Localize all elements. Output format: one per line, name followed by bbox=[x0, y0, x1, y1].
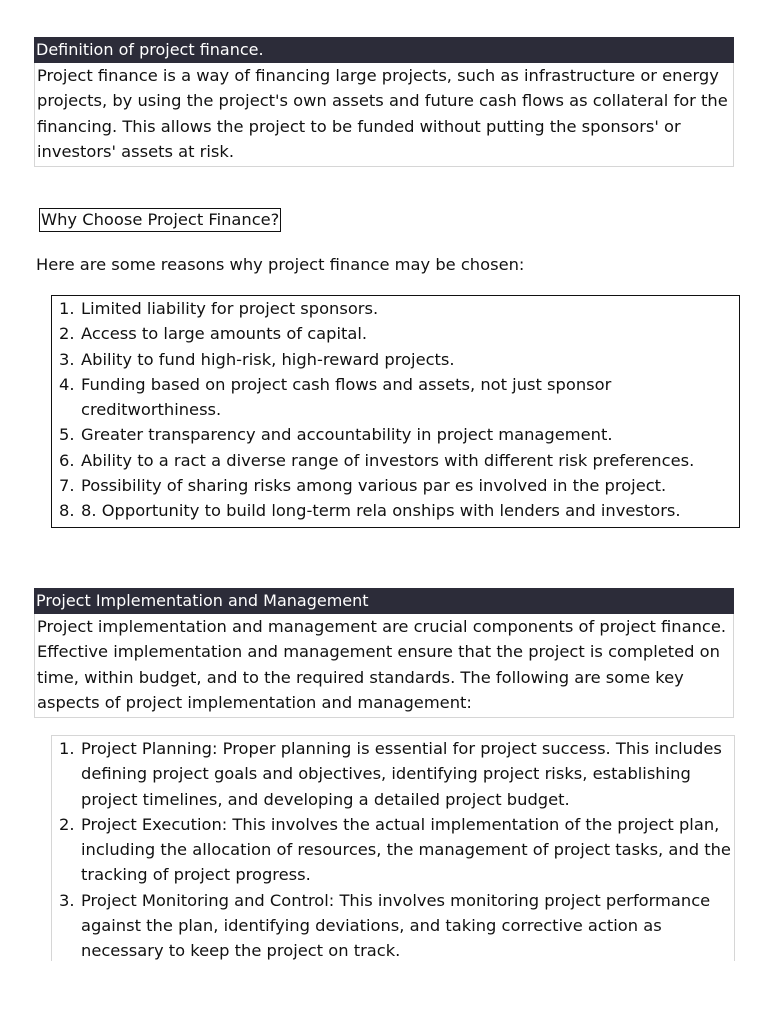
list-number: 2. bbox=[59, 814, 75, 834]
reason-item bbox=[52, 448, 739, 473]
list-number: 3. bbox=[59, 890, 75, 910]
list-item-text: Ability to fund high-risk, high-reward projects. bbox=[81, 349, 455, 369]
list-item-text: 8. Opportunity to build long-term rela onships with lenders and investors. bbox=[81, 501, 681, 521]
list-number: 5. bbox=[59, 425, 75, 445]
reason-item bbox=[52, 372, 739, 423]
reasons-list bbox=[51, 295, 740, 528]
aspects-list bbox=[51, 735, 735, 961]
list-item-text: Greater transparency and accountability in project management. bbox=[81, 425, 613, 445]
list-item-text: Access to large amounts of capital. bbox=[81, 324, 368, 344]
reason-item bbox=[52, 347, 739, 372]
list-number: 8. bbox=[59, 501, 75, 521]
list-number: 1. bbox=[59, 739, 75, 758]
list-number: 7. bbox=[59, 476, 75, 496]
list-number: 2. bbox=[59, 324, 75, 344]
aspect-item bbox=[52, 812, 734, 888]
reason-item bbox=[52, 296, 739, 321]
reason-item bbox=[52, 321, 739, 346]
reasons-intro: Here are some reasons why project finance may be chosen: bbox=[36, 255, 525, 274]
list-number: 3. bbox=[59, 349, 75, 369]
list-number: 4. bbox=[59, 374, 75, 394]
list-item-text: Project Execution: This involves the actual implementation of the project plan, including the allocation of resources, the management of project tasks, and the tracking of project progress. bbox=[81, 814, 731, 885]
list-item-text: Project Planning: Proper planning is essential for project success. This includes defining project goals and objectives, identifying project risks, establishing project timelines, and developing a detailed project budget. bbox=[81, 739, 722, 809]
aspect-item bbox=[52, 888, 734, 961]
list-number: 1. bbox=[59, 299, 75, 318]
list-item-text: Ability to a ract a diverse range of investors with different risk preferences. bbox=[81, 450, 695, 470]
definition-header: Definition of project finance. bbox=[34, 37, 734, 63]
implementation-body: Project implementation and management are crucial components of project finance. Effective implementation and management ensure that the project is completed on time, within budget, and to the required standards. The following are some key aspects of project implementation and management: bbox=[34, 614, 734, 718]
list-item-text: Project Monitoring and Control: This involves monitoring project performance against the plan, identifying deviations, and taking corrective action as necessary to keep the project on track. bbox=[81, 890, 711, 961]
definition-body: Project finance is a way of financing large projects, such as infrastructure or energy projects, by using the project's own assets and future cash flows as collateral for the financing. This allows the project to be funded without putting the sponsors' or investors' assets at risk. bbox=[34, 63, 734, 167]
aspect-item bbox=[52, 736, 734, 812]
why-choose-heading: Why Choose Project Finance? bbox=[39, 208, 281, 232]
list-item-text: Funding based on project cash flows and assets, not just sponsor creditworthiness. bbox=[81, 374, 612, 420]
reason-item bbox=[52, 422, 739, 447]
reason-item bbox=[52, 473, 739, 498]
list-item-text: Possibility of sharing risks among various par es involved in the project. bbox=[81, 476, 667, 496]
implementation-header: Project Implementation and Management bbox=[34, 588, 734, 614]
list-number: 6. bbox=[59, 450, 75, 470]
list-item-text: Limited liability for project sponsors. bbox=[81, 299, 379, 318]
reason-item bbox=[52, 498, 739, 523]
